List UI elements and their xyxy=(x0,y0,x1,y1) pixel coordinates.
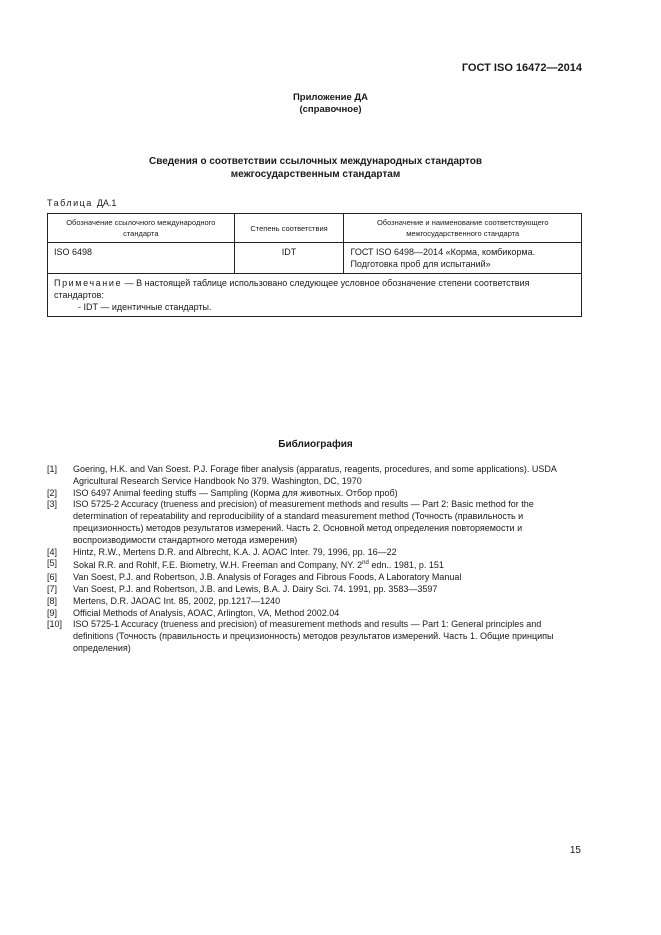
list-item xyxy=(47,608,584,620)
bib-text: Official Methods of Analysis, AOAC, Arlington, VA, Method 2002.04 xyxy=(73,607,340,618)
list-item xyxy=(47,619,584,654)
bib-text: ISO 5725-1 Accuracy (trueness and precision) of measurement methods and results — Part 1: General principles and definitions (Точность (правильность и прецизионность) методов результатов измерений. Часть 1. Общие принципы определения) xyxy=(73,619,554,653)
table-caption-prefix: Таблица xyxy=(47,198,93,208)
table-caption xyxy=(47,198,116,208)
cell-interstate-standard: ГОСТ ISO 6498—2014 «Корма, комбикорма. Подготовка проб для испытаний» xyxy=(344,243,582,274)
bib-number: [2] xyxy=(47,487,58,498)
list-item xyxy=(47,596,584,608)
bib-number: [7] xyxy=(47,583,58,594)
section-title-line-1: Сведения о соответствии ссылочных международных стандартов xyxy=(148,156,483,167)
header-degree: Степень соответствия xyxy=(234,214,344,243)
bib-number: [9] xyxy=(47,607,58,618)
bib-number: [3] xyxy=(47,499,58,510)
list-item xyxy=(47,488,584,500)
document-id-header: ГОСТ ISO 16472—2014 xyxy=(461,62,582,74)
bib-text: Mertens, D.R. JAOAC Int. 85, 2002, pp.1217—1240 xyxy=(73,595,281,606)
cell-ref-standard: ISO 6498 xyxy=(48,243,235,274)
appendix-title: Приложение ДА xyxy=(292,92,369,103)
bib-number: [4] xyxy=(47,546,58,557)
header-ref-standard: Обозначение ссылочного международного стандарта xyxy=(48,214,235,243)
list-item xyxy=(47,584,584,596)
section-title-line-2: межгосударственным стандартам xyxy=(230,169,401,180)
bib-number: [8] xyxy=(47,595,58,606)
table-caption-number: ДА.1 xyxy=(96,198,117,208)
page-number: 15 xyxy=(569,845,581,856)
header-interstate-standard: Обозначение и наименование соответствующего межгосударственного стандарта xyxy=(344,214,582,243)
list-item xyxy=(47,499,584,546)
bib-text: Hintz, R.W., Mertens D.R. and Albrecht, K.A. J. AOAC Inter. 79, 1996, pp. 16—22 xyxy=(73,546,397,557)
table-note-row xyxy=(48,274,582,317)
table-note xyxy=(48,274,582,317)
bibliography-title: Библиография xyxy=(278,439,353,450)
bib-text: Van Soest, P.J. and Robertson, J.B. Analysis of Forages and Fibrous Foods, A Laboratory Manual xyxy=(73,572,462,583)
bibliography-list xyxy=(47,464,584,655)
list-item xyxy=(47,572,584,584)
correspondence-table xyxy=(47,213,582,317)
appendix-subtitle: (справочное) xyxy=(299,104,362,115)
note-label: Примечание xyxy=(54,278,123,288)
bib-text: ISO 5725-2 Accuracy (trueness and precision) of measurement methods and results — Part 2: Basic method for the determination of repeatability and reproducibility of a standard measurement method (Точность (правильность и прецизионность) методов результатов измерений. Часть 2. Основной метод определения повторяемости и воспроизводимости стандартного метода измерения) xyxy=(73,499,534,545)
bib-text-part: edn.. 1981, p. 151 xyxy=(368,560,444,571)
bib-text: Goering, H.K. and Van Soest. P.J. Forage fiber analysis (apparatus, reagents, procedures, and some applications). USDA Agricultural Research Service Handbook No 379. Washington, DC, 1970 xyxy=(73,464,557,486)
appendix-heading xyxy=(0,92,661,116)
bib-number: [10] xyxy=(47,619,63,630)
bib-superscript: nd xyxy=(362,560,369,567)
note-paragraph xyxy=(54,277,575,301)
note-text: — В настоящей таблице использовано следующее условное обозначение степени соответствия стандартов: xyxy=(54,278,530,300)
cell-degree: IDT xyxy=(234,243,344,274)
bib-number: [5] xyxy=(47,558,58,569)
bib-text xyxy=(73,558,584,572)
table-header-row xyxy=(48,214,582,243)
table-row xyxy=(48,243,582,274)
note-list-item: - IDT — идентичные стандарты. xyxy=(78,302,212,312)
bib-text: Van Soest, P.J. and Robertson, J.B. and Lewis, B.A. J. Dairy Sci. 74. 1991, pp. 3583—3597 xyxy=(73,583,438,594)
bib-number: [1] xyxy=(47,464,58,474)
list-item xyxy=(47,464,584,488)
list-item xyxy=(47,547,584,559)
bib-text-part: Sokal R.R. and Rohlf, F.E. Biometry, W.H. Freeman and Company, NY. 2 xyxy=(73,560,363,571)
section-title xyxy=(0,155,631,181)
bib-number: [6] xyxy=(47,572,58,583)
list-item xyxy=(47,558,584,572)
bib-text: ISO 6497 Animal feeding stuffs — Sampling (Корма для животных. Отбор проб) xyxy=(73,487,398,498)
